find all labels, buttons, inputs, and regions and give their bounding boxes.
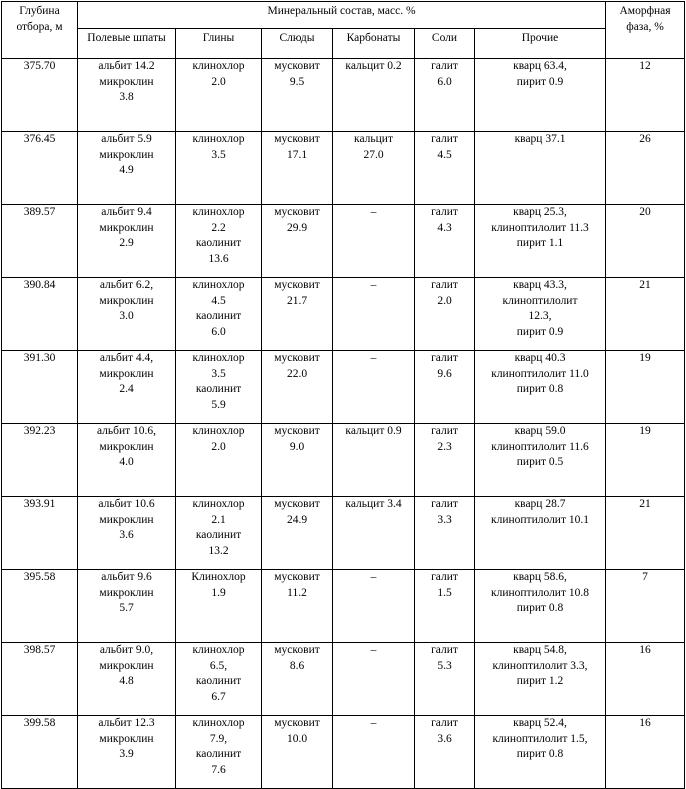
cell-feldspars bbox=[78, 278, 176, 351]
cell-line: альбит 12.3 bbox=[98, 717, 155, 729]
cell-line: каолинит bbox=[195, 748, 242, 761]
cell-amorphous: 21 bbox=[606, 278, 685, 351]
cell-feldspars bbox=[78, 570, 176, 643]
cell-line: альбит 9.4 bbox=[101, 206, 152, 218]
cell-carbonates bbox=[333, 643, 415, 716]
cell-clays bbox=[176, 351, 262, 424]
cell-line: микроклин bbox=[99, 367, 154, 380]
cell-carbonates bbox=[333, 716, 415, 789]
cell-line: галит bbox=[431, 498, 458, 510]
cell-line: – bbox=[370, 279, 377, 291]
cell-feldspars bbox=[78, 132, 176, 205]
cell-line: кальцит bbox=[354, 133, 393, 145]
cell-line: галит bbox=[431, 279, 458, 291]
cell-clays bbox=[176, 132, 262, 205]
cell-line: мусковит bbox=[274, 133, 320, 145]
cell-feldspars bbox=[78, 643, 176, 716]
cell-micas bbox=[262, 643, 333, 716]
cell-line: микроклин bbox=[99, 221, 154, 234]
table-row bbox=[2, 424, 685, 497]
cell-salts bbox=[415, 497, 475, 570]
cell-line: 4.5 bbox=[211, 294, 226, 307]
cell-line: мусковит bbox=[274, 60, 320, 72]
cell-line: 3.6 bbox=[119, 529, 134, 542]
cell-other bbox=[475, 278, 606, 351]
cell-amorphous: 19 bbox=[606, 351, 685, 424]
table-row bbox=[2, 716, 685, 789]
cell-line: галит bbox=[431, 206, 458, 218]
cell-line: 17.1 bbox=[286, 148, 308, 161]
cell-line: каолинит bbox=[195, 310, 242, 323]
cell-line: 8.6 bbox=[289, 659, 305, 672]
cell-line: микроклин bbox=[99, 75, 154, 88]
cell-line: альбит 5.9 bbox=[101, 133, 152, 145]
cell-line: 1.9 bbox=[211, 586, 226, 599]
header-other: Прочие bbox=[475, 29, 606, 59]
cell-clays bbox=[176, 205, 262, 278]
table-row bbox=[2, 278, 685, 351]
cell-line: кварц 54.8, bbox=[513, 644, 567, 656]
cell-line: альбит 9.0, bbox=[99, 644, 154, 656]
cell-line: клиноптилолит 10.1 bbox=[491, 513, 589, 526]
cell-line: галит bbox=[431, 352, 458, 364]
cell-line: клинохлор bbox=[192, 206, 245, 218]
cell-line: клинохлор bbox=[192, 644, 245, 656]
cell-line: 6.5, bbox=[209, 659, 228, 672]
cell-line: клиноптилолит 3.3, bbox=[492, 659, 588, 672]
cell-line: 13.6 bbox=[208, 252, 229, 265]
cell-line: клиноптилолит 11.3 bbox=[491, 221, 589, 234]
header-carbonates: Карбонаты bbox=[333, 29, 415, 59]
cell-line: кварц 40.3 bbox=[514, 352, 566, 364]
table-row bbox=[2, 497, 685, 570]
cell-line: кварц 63.4, bbox=[513, 60, 567, 72]
cell-amorphous: 21 bbox=[606, 497, 685, 570]
table-row bbox=[2, 132, 685, 205]
cell-clays bbox=[176, 643, 262, 716]
table-body bbox=[2, 59, 685, 789]
cell-line: кварц 59.0 bbox=[514, 425, 566, 437]
cell-line: пирит 1.2 bbox=[516, 675, 564, 688]
cell-line: каолинит bbox=[195, 529, 242, 542]
cell-line: клинохлор bbox=[192, 60, 245, 72]
cell-depth: 398.57 bbox=[2, 643, 78, 716]
cell-carbonates bbox=[333, 351, 415, 424]
header-depth: Глубина отбора, м bbox=[2, 2, 78, 59]
cell-carbonates bbox=[333, 205, 415, 278]
cell-line: 12.3, bbox=[528, 310, 552, 323]
cell-line: 1.5 bbox=[437, 586, 452, 599]
cell-feldspars bbox=[78, 59, 176, 132]
cell-line: 2.3 bbox=[437, 440, 452, 453]
cell-line: клиноптилолит 10.8 bbox=[491, 586, 589, 599]
cell-line: мусковит bbox=[274, 498, 320, 510]
cell-amorphous: 16 bbox=[606, 643, 685, 716]
cell-depth: 399.58 bbox=[2, 716, 78, 789]
cell-line: каолинит bbox=[195, 383, 242, 396]
cell-carbonates bbox=[333, 278, 415, 351]
cell-line: 9.0 bbox=[289, 440, 305, 453]
table-row bbox=[2, 205, 685, 278]
cell-other bbox=[475, 716, 606, 789]
cell-line: мусковит bbox=[274, 352, 320, 364]
cell-line: альбит 10.6, bbox=[96, 425, 157, 437]
cell-line: мусковит bbox=[274, 644, 320, 656]
cell-line: 9.5 bbox=[289, 75, 305, 88]
cell-micas bbox=[262, 351, 333, 424]
cell-line: 2.0 bbox=[211, 440, 226, 453]
cell-line: кварц 37.1 bbox=[514, 133, 566, 145]
cell-clays bbox=[176, 716, 262, 789]
cell-line: клинохлор bbox=[192, 279, 245, 291]
cell-line: пирит 0.8 bbox=[516, 383, 564, 396]
cell-micas bbox=[262, 570, 333, 643]
cell-line: 3.8 bbox=[119, 91, 134, 104]
cell-line: 2.2 bbox=[211, 221, 226, 234]
cell-line: 9.6 bbox=[437, 367, 452, 380]
cell-line: 4.3 bbox=[437, 221, 452, 234]
cell-line: альбит 10.6 bbox=[98, 498, 155, 510]
cell-line: 10.0 bbox=[286, 732, 308, 745]
cell-line: галит bbox=[431, 60, 458, 72]
cell-clays bbox=[176, 570, 262, 643]
cell-line: 4.9 bbox=[119, 164, 134, 177]
cell-line: 6.0 bbox=[211, 325, 226, 338]
cell-line: клиноптилолит 11.6 bbox=[491, 440, 589, 453]
cell-line: кварц 28.7 bbox=[514, 498, 566, 510]
cell-feldspars bbox=[78, 716, 176, 789]
table-row bbox=[2, 643, 685, 716]
cell-line: клинохлор bbox=[192, 498, 245, 510]
cell-line: 27.0 bbox=[363, 148, 384, 161]
cell-line: клиноптилолит 11.0 bbox=[491, 367, 589, 380]
cell-salts bbox=[415, 205, 475, 278]
cell-micas bbox=[262, 278, 333, 351]
cell-line: – bbox=[370, 644, 377, 656]
cell-line: клиноптилолит bbox=[502, 294, 578, 307]
cell-salts bbox=[415, 716, 475, 789]
cell-line: мусковит bbox=[274, 279, 320, 291]
cell-depth: 395.58 bbox=[2, 570, 78, 643]
cell-carbonates bbox=[333, 424, 415, 497]
cell-line: 3.6 bbox=[437, 732, 452, 745]
cell-line: 2.4 bbox=[119, 383, 134, 396]
cell-line: мусковит bbox=[274, 571, 320, 583]
cell-line: 5.3 bbox=[437, 659, 452, 672]
cell-line: альбит 9.6 bbox=[101, 571, 152, 583]
cell-line: 6.7 bbox=[211, 690, 226, 703]
cell-line: пирит 0.8 bbox=[516, 748, 564, 761]
cell-line: клинохлор bbox=[192, 133, 245, 145]
table-row bbox=[2, 59, 685, 132]
cell-line: – bbox=[370, 571, 377, 583]
cell-line: 7.9, bbox=[209, 732, 228, 745]
cell-line: галит bbox=[431, 644, 458, 656]
cell-depth: 393.91 bbox=[2, 497, 78, 570]
cell-line: 2.0 bbox=[437, 294, 452, 307]
cell-line: кварц 25.3, bbox=[513, 206, 567, 218]
cell-other bbox=[475, 132, 606, 205]
cell-line: клиноптилолит 1.5, bbox=[492, 732, 588, 745]
cell-line: Клинохлор bbox=[191, 571, 246, 583]
cell-line: 21.7 bbox=[286, 294, 308, 307]
cell-line: кварц 43.3, bbox=[513, 279, 567, 291]
cell-line: 22.0 bbox=[286, 367, 308, 380]
cell-depth: 391.30 bbox=[2, 351, 78, 424]
cell-line: клинохлор bbox=[192, 425, 245, 437]
cell-depth: 389.57 bbox=[2, 205, 78, 278]
cell-feldspars bbox=[78, 424, 176, 497]
cell-other bbox=[475, 570, 606, 643]
cell-line: 24.9 bbox=[286, 513, 308, 526]
mineral-composition-table bbox=[1, 1, 685, 789]
cell-line: 13.2 bbox=[208, 544, 229, 557]
cell-other bbox=[475, 497, 606, 570]
cell-carbonates bbox=[333, 570, 415, 643]
cell-amorphous: 19 bbox=[606, 424, 685, 497]
cell-other bbox=[475, 59, 606, 132]
cell-line: кварц 58.6, bbox=[513, 571, 567, 583]
cell-salts bbox=[415, 278, 475, 351]
cell-micas bbox=[262, 205, 333, 278]
cell-salts bbox=[415, 570, 475, 643]
cell-line: галит bbox=[431, 425, 458, 437]
cell-line: 29.9 bbox=[286, 221, 308, 234]
cell-line: 3.5 bbox=[211, 148, 226, 161]
cell-other bbox=[475, 643, 606, 716]
table-row bbox=[2, 351, 685, 424]
cell-line: 5.7 bbox=[119, 602, 134, 615]
cell-other bbox=[475, 351, 606, 424]
header-salts: Соли bbox=[415, 29, 475, 59]
cell-line: – bbox=[370, 352, 377, 364]
cell-line: 5.9 bbox=[211, 398, 226, 411]
cell-line: клинохлор bbox=[192, 717, 245, 729]
cell-line: пирит 0.9 bbox=[516, 75, 564, 88]
cell-clays bbox=[176, 59, 262, 132]
cell-line: пирит 0.5 bbox=[516, 456, 564, 469]
header-amorphous: Аморфная фаза, % bbox=[606, 2, 685, 59]
cell-line: микроклин bbox=[99, 148, 154, 161]
cell-line: альбит 4.4, bbox=[99, 352, 154, 364]
header-mineral-group: Минеральный состав, масс. % bbox=[78, 2, 606, 29]
cell-other bbox=[475, 424, 606, 497]
cell-line: микроклин bbox=[99, 659, 154, 672]
cell-line: пирит 1.1 bbox=[516, 237, 564, 250]
cell-feldspars bbox=[78, 497, 176, 570]
cell-line: каолинит bbox=[195, 675, 242, 688]
cell-line: пирит 0.8 bbox=[516, 602, 564, 615]
cell-line: каолинит bbox=[195, 237, 242, 250]
cell-line: клинохлор bbox=[192, 352, 245, 364]
cell-salts bbox=[415, 351, 475, 424]
cell-amorphous: 7 bbox=[606, 570, 685, 643]
cell-line: альбит 6.2, bbox=[99, 279, 154, 291]
cell-amorphous: 20 bbox=[606, 205, 685, 278]
cell-amorphous: 26 bbox=[606, 132, 685, 205]
header-row-top bbox=[2, 2, 685, 29]
cell-line: мусковит bbox=[274, 206, 320, 218]
cell-line: 3.9 bbox=[119, 748, 134, 761]
cell-line: 2.1 bbox=[211, 513, 226, 526]
header-micas: Слюды bbox=[262, 29, 333, 59]
cell-line: альбит 14.2 bbox=[98, 60, 155, 72]
cell-carbonates bbox=[333, 132, 415, 205]
cell-line: 3.3 bbox=[437, 513, 452, 526]
cell-amorphous: 12 bbox=[606, 59, 685, 132]
cell-line: кальцит 0.9 bbox=[345, 425, 402, 437]
cell-line: – bbox=[370, 717, 377, 729]
cell-line: галит bbox=[431, 571, 458, 583]
cell-line: микроклин bbox=[99, 513, 154, 526]
cell-line: 3.0 bbox=[119, 310, 134, 323]
cell-line: 2.0 bbox=[211, 75, 226, 88]
cell-carbonates bbox=[333, 497, 415, 570]
cell-line: 3.5 bbox=[211, 367, 226, 380]
cell-line: кальцит 0.2 bbox=[345, 60, 402, 72]
cell-salts bbox=[415, 424, 475, 497]
table-row bbox=[2, 570, 685, 643]
cell-depth: 390.84 bbox=[2, 278, 78, 351]
header-feldspars: Полевые шпаты bbox=[78, 29, 176, 59]
cell-depth: 392.23 bbox=[2, 424, 78, 497]
cell-line: пирит 0.9 bbox=[516, 325, 564, 338]
cell-feldspars bbox=[78, 351, 176, 424]
cell-line: 4.5 bbox=[437, 148, 452, 161]
cell-carbonates bbox=[333, 59, 415, 132]
cell-clays bbox=[176, 424, 262, 497]
cell-line: 11.2 bbox=[287, 586, 307, 599]
cell-line: 7.6 bbox=[211, 763, 226, 776]
cell-clays bbox=[176, 278, 262, 351]
cell-line: кальцит 3.4 bbox=[345, 498, 402, 510]
cell-micas bbox=[262, 716, 333, 789]
header-clays: Глины bbox=[176, 29, 262, 59]
cell-line: микроклин bbox=[99, 294, 154, 307]
cell-line: кварц 52.4, bbox=[513, 717, 567, 729]
cell-line: галит bbox=[431, 133, 458, 145]
cell-depth: 375.70 bbox=[2, 59, 78, 132]
cell-depth: 376.45 bbox=[2, 132, 78, 205]
cell-feldspars bbox=[78, 205, 176, 278]
cell-salts bbox=[415, 59, 475, 132]
cell-line: 2.9 bbox=[119, 237, 134, 250]
cell-salts bbox=[415, 643, 475, 716]
cell-line: микроклин bbox=[99, 586, 154, 599]
cell-line: микроклин bbox=[99, 440, 154, 453]
cell-line: мусковит bbox=[274, 425, 320, 437]
cell-micas bbox=[262, 424, 333, 497]
cell-line: 4.8 bbox=[119, 675, 134, 688]
cell-line: галит bbox=[431, 717, 458, 729]
cell-micas bbox=[262, 59, 333, 132]
cell-line: 6.0 bbox=[437, 75, 452, 88]
cell-amorphous: 16 bbox=[606, 716, 685, 789]
cell-micas bbox=[262, 132, 333, 205]
cell-line: микроклин bbox=[99, 732, 154, 745]
cell-line: 4.0 bbox=[119, 456, 134, 469]
header-row-sub bbox=[2, 29, 685, 59]
cell-salts bbox=[415, 132, 475, 205]
cell-line: мусковит bbox=[274, 717, 320, 729]
cell-other bbox=[475, 205, 606, 278]
cell-micas bbox=[262, 497, 333, 570]
cell-clays bbox=[176, 497, 262, 570]
cell-line: – bbox=[370, 206, 377, 218]
